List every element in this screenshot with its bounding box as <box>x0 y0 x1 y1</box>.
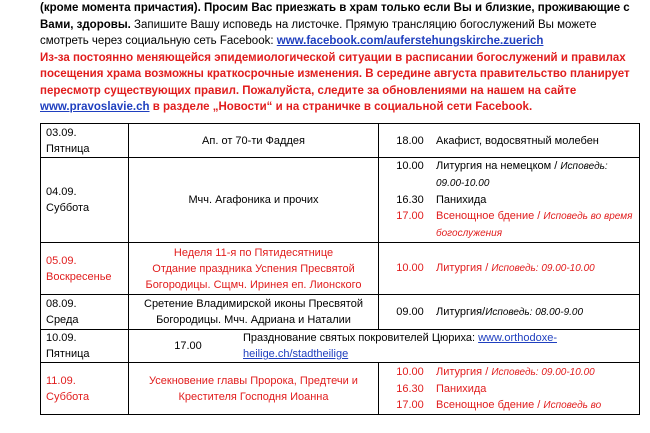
weekday-text: Пятница <box>46 348 90 360</box>
weekday-text: Воскресенье <box>46 270 112 283</box>
intro-line-2: Вами, здоровы. Запишите Вашу исповедь на листочке. Прямую трансляцию богослужений Вы можете <box>40 18 597 31</box>
heilige-link[interactable]: www.orthodoxe-heilige.ch/stadtheilige <box>243 332 557 360</box>
weekday-text: Среда <box>46 314 79 326</box>
event-cell <box>129 330 640 363</box>
warning-line-3: пересмотр существующих правил. Пожалуйста, следите за обновлениями на нашем на сайте <box>40 84 577 97</box>
feast-description <box>129 363 379 415</box>
feast-line: Отдание праздника Успения Пресвятой <box>152 262 355 275</box>
service-text: Акафист, водосвятный молебен <box>436 134 599 147</box>
date-cell <box>41 158 129 243</box>
table-row <box>41 243 640 295</box>
date-text: 04.09. <box>46 186 77 198</box>
services-cell <box>379 243 640 295</box>
service-line <box>384 158 634 192</box>
service-time: 10.00 <box>396 262 424 274</box>
intro-line-3: смотреть через социальную сеть Facebook: www.facebook.com/auferstehungskirche.zuerich <box>40 35 544 47</box>
date-cell <box>41 295 129 330</box>
weekday-text: Пятница <box>46 142 90 155</box>
weekday-text: Суббота <box>46 202 90 214</box>
warning-line-4: www.pravoslavie.ch в разделе „Новости“ и на страничке в социальной сети Facebook. <box>40 101 533 113</box>
service-time: 16.30 <box>396 382 424 395</box>
feast-description <box>129 243 379 295</box>
date-text: 10.09. <box>46 332 77 344</box>
service-time: 17.00 <box>174 340 202 352</box>
feast-line: Богородицы. Мчч. Адриана и Наталии <box>156 314 351 326</box>
feast-line: Сретение Владимирской иконы Пресвятой <box>144 298 363 310</box>
confession-note: Исповедь во <box>543 399 602 411</box>
event-text: Празднование святых покровителей Цюриха: www.orthodoxe-heilige.ch/stadtheilige <box>243 332 557 360</box>
service-line <box>384 192 634 208</box>
date-cell <box>41 243 129 295</box>
warning-line-2: посещения храма возможны краткосрочные изменения. В середине августа правительство планирует <box>40 68 630 80</box>
service-time: 17.00 <box>396 398 424 411</box>
feast-line: Усекновение главы Пророка, Предтечи и <box>149 374 358 387</box>
service-time: 10.00 <box>396 365 424 378</box>
service-text: Литургия / Исповедь: 09.00-10.00 <box>436 365 595 378</box>
date-text: 08.09. <box>46 298 77 310</box>
confession-note: Исповедь: 08.00-9.00 <box>485 306 584 318</box>
feast-line: Мчч. Агафоника и прочих <box>188 194 319 206</box>
feast-description <box>129 158 379 243</box>
service-line <box>384 397 634 414</box>
site-link[interactable]: www.pravoslavie.ch <box>40 101 150 113</box>
service-text: Литургия на немецком / Исповедь: 09.00-10.00 <box>436 160 608 189</box>
intro-text <box>40 0 640 116</box>
feast-line: Крестителя Господня Иоанна <box>178 390 329 403</box>
confession-note: Исповедь: 09.00-10.00 <box>491 366 595 378</box>
service-text: Всенощное бдение / Исповедь во время богослужения <box>436 210 633 239</box>
table-row <box>41 124 640 158</box>
feast-line: Ап. от 70-ти Фаддея <box>202 134 305 147</box>
table-row <box>41 158 640 243</box>
table-row <box>41 330 640 363</box>
table-row <box>41 363 640 415</box>
service-time: 16.30 <box>396 194 424 206</box>
service-text: Всенощное бдение / Исповедь во <box>436 398 602 411</box>
intro-line-1: (кроме момента причастия). Просим Вас приезжать в храм только если Вы и близкие, проживающие с <box>40 2 630 14</box>
service-time: 10.00 <box>396 160 424 172</box>
feast-line: Богородицы. Сщмч. Иринея еп. Лионского <box>145 278 362 291</box>
service-line <box>384 208 634 242</box>
facebook-link[interactable]: www.facebook.com/auferstehungskirche.zuerich <box>276 35 544 47</box>
date-text: 11.09. <box>46 374 76 387</box>
service-line <box>384 304 634 321</box>
services-cell <box>379 124 640 158</box>
service-line <box>384 381 634 397</box>
service-line <box>384 133 634 149</box>
date-cell <box>41 124 129 158</box>
service-text: Литургия / Исповедь: 09.00-10.00 <box>436 262 595 274</box>
service-time: 17.00 <box>396 210 424 222</box>
service-text: Литургия/Исповедь: 08.00-9.00 <box>436 305 584 318</box>
event-line <box>133 330 639 362</box>
date-cell <box>41 330 129 363</box>
schedule-table <box>40 123 640 415</box>
date-text: 03.09. <box>46 126 77 139</box>
feast-line: Неделя 11-я по Пятидесятнице <box>173 246 334 259</box>
date-cell <box>41 363 129 415</box>
services-cell <box>379 158 640 243</box>
service-time: 09.00 <box>396 305 424 318</box>
confession-note: Исповедь во время богослужения <box>436 211 633 239</box>
warning-line-1: Из-за постоянно меняющейся эпидемиологической ситуации в расписании богослужений и правилах <box>40 51 626 64</box>
services-cell <box>379 363 640 415</box>
date-text: 05.09. <box>46 254 77 267</box>
feast-description <box>129 295 379 330</box>
confession-note: Исповедь: 09.00-10.00 <box>491 263 595 274</box>
service-text: Панихида <box>436 382 487 395</box>
services-cell <box>379 295 640 330</box>
table-row <box>41 295 640 330</box>
service-text: Панихида <box>436 194 487 206</box>
weekday-text: Суббота <box>46 390 90 403</box>
service-line <box>384 260 634 277</box>
service-time: 18.00 <box>396 134 424 147</box>
confession-note: Исповедь: 09.00-10.00 <box>436 161 608 189</box>
feast-description <box>129 124 379 158</box>
service-line <box>384 364 634 381</box>
